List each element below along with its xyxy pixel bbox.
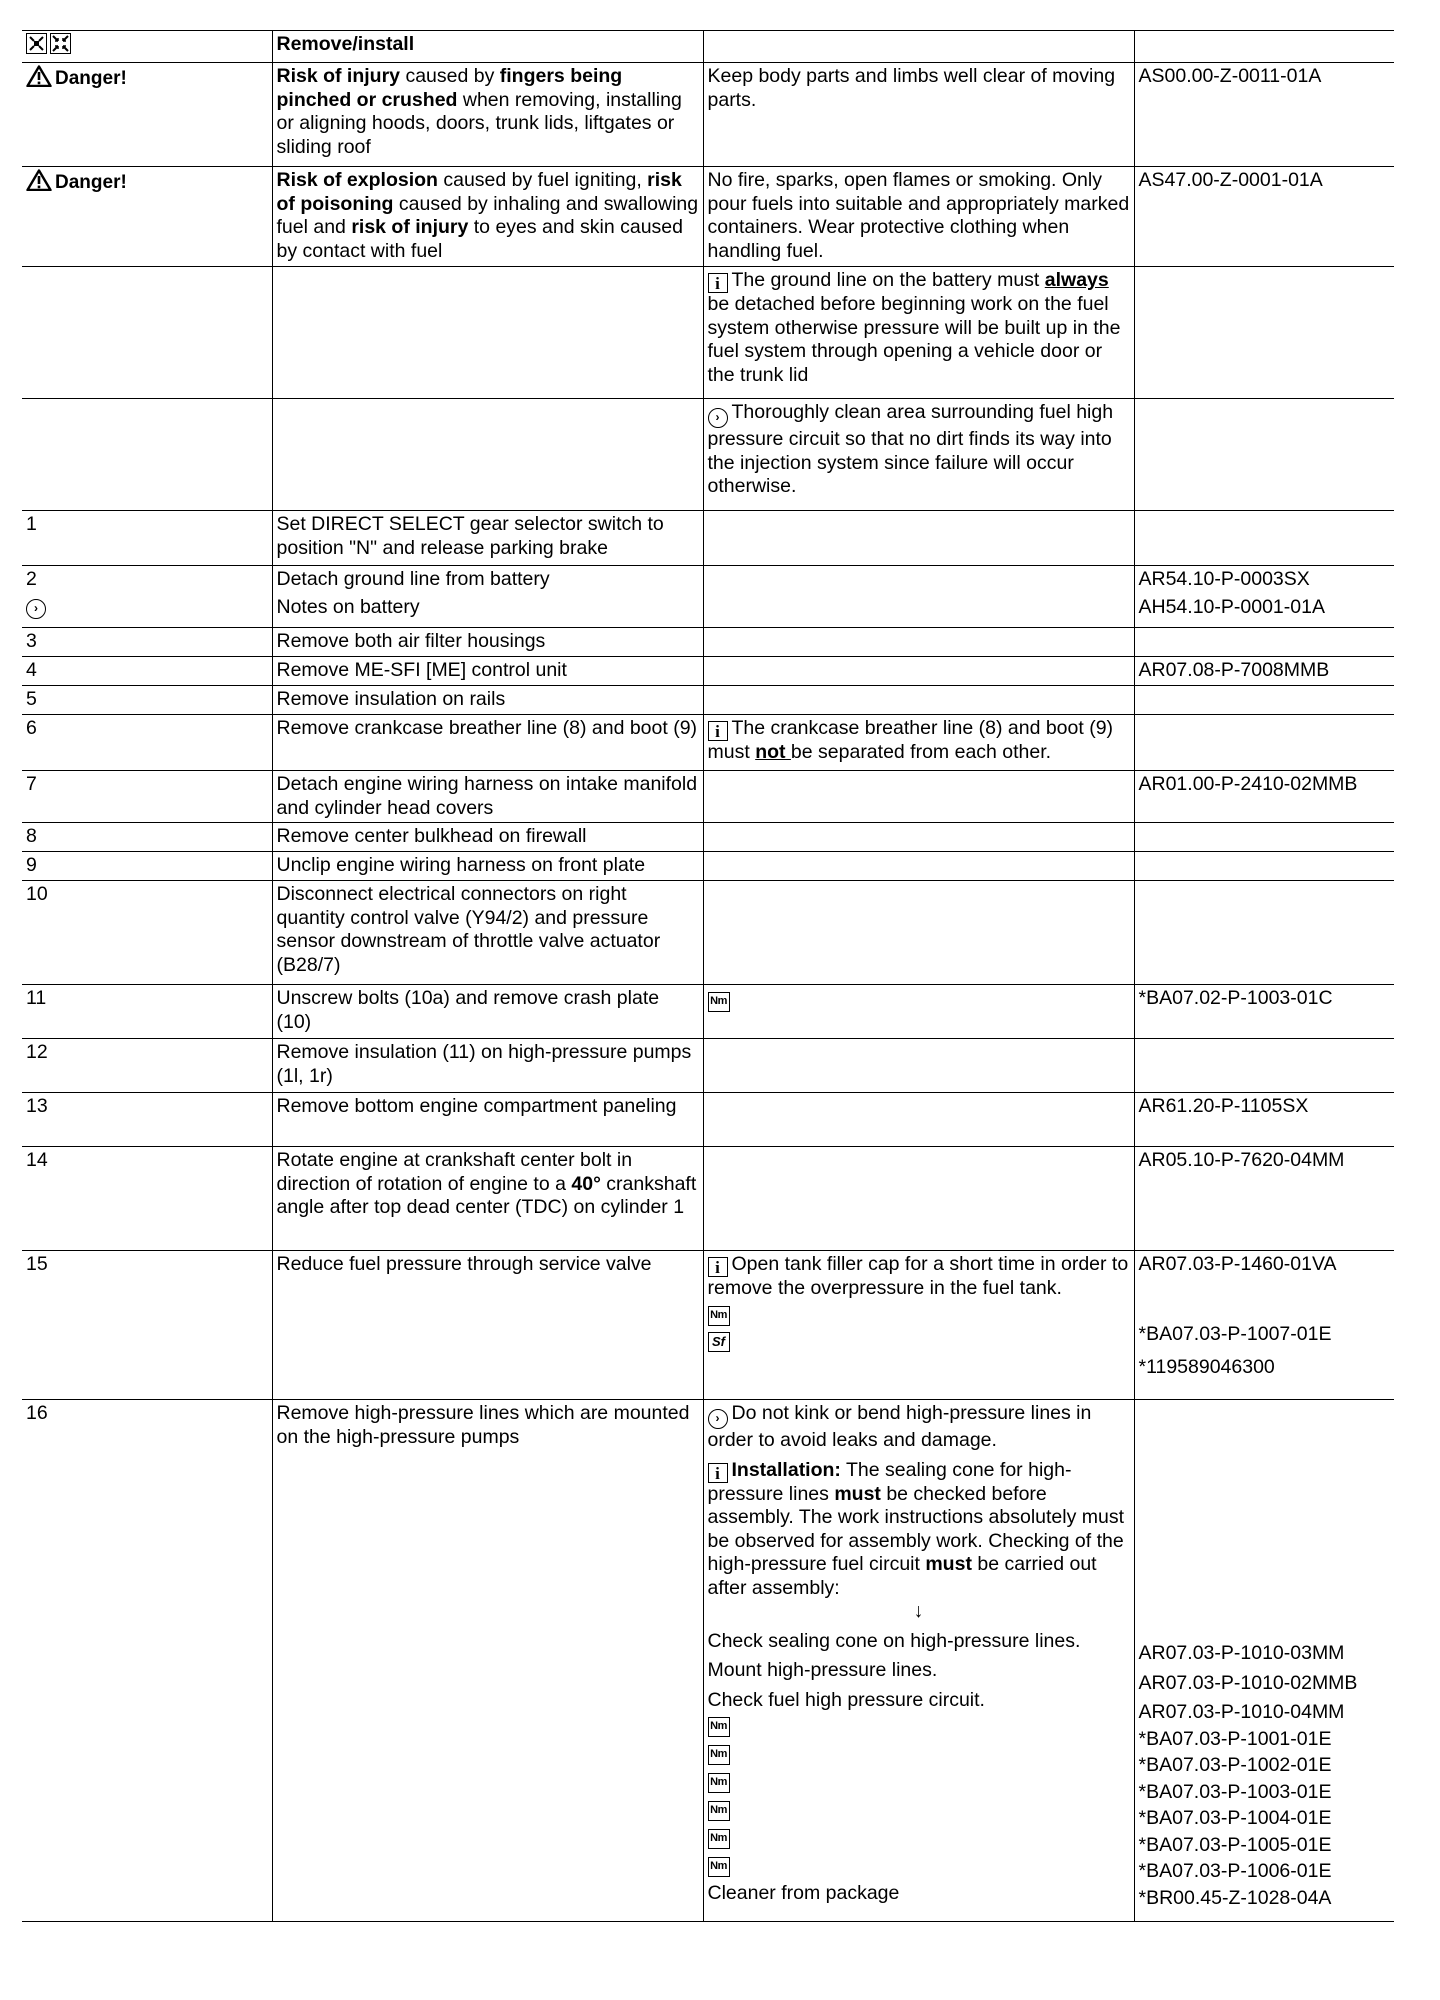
step-text: Unclip engine wiring harness on front plate <box>272 852 703 881</box>
installation-note: i Installation: The sealing cone for high-pressure lines must be checked before assembly. The work instructions absolutely must be observed for assembly work. Checking of the high-pressure fuel circuit must be carried out after assembly: <box>707 1458 1125 1599</box>
step-row <box>22 511 1394 566</box>
note-arrow-icon: › <box>708 1409 728 1429</box>
remove-icon <box>26 33 47 54</box>
torque-icon[interactable]: Nm <box>708 1801 730 1821</box>
step-note: i Open tank filler cap for a short time in order to remove the overpressure in the fuel tank. <box>707 1253 1129 1299</box>
step-text: Detach engine wiring harness on intake manifold and cylinder head covers <box>272 771 703 823</box>
step-row <box>22 1039 1394 1093</box>
danger-precaution: Keep body parts and limbs well clear of moving parts. <box>703 63 1134 167</box>
step-number: 15 <box>22 1251 272 1400</box>
step-number: 13 <box>22 1093 272 1147</box>
info-icon: i <box>708 1257 728 1277</box>
step-row <box>22 881 1394 985</box>
step-number: 12 <box>22 1039 272 1093</box>
step-number: 3 <box>22 628 272 657</box>
reference-link[interactable]: AH54.10-P-0001-01A <box>1138 595 1325 618</box>
danger-description: Risk of explosion caused by fuel igniting, risk of poisoning caused by inhaling and swallowing fuel and risk of injury to eyes and skin caused by contact with fuel <box>272 167 703 267</box>
step-row <box>22 566 1394 628</box>
step-text: Remove high-pressure lines which are mounted on the high-pressure pumps <box>272 1400 703 1922</box>
step-text: Remove ME-SFI [ME] control unit <box>272 657 703 686</box>
clean-area-note: › Thoroughly clean area surrounding fuel high pressure circuit so that no dirt finds its way into the injection system since failure will occur otherwise. <box>703 399 1134 511</box>
procedure-table <box>22 30 1394 1922</box>
step-row <box>22 715 1394 771</box>
step-number: 14 <box>22 1147 272 1251</box>
reference-link[interactable]: AR07.03-P-1010-04MM <box>1138 1701 1345 1723</box>
torque-icon[interactable]: Nm <box>708 1745 730 1765</box>
note-arrow-icon: › <box>708 408 728 428</box>
reference-link[interactable]: AR61.20-P-1105SX <box>1134 1093 1394 1147</box>
step-number: 2 <box>26 568 37 590</box>
reference-link[interactable]: *BA07.03-P-1002-01E <box>1138 1754 1332 1776</box>
reference-link[interactable]: *BA07.03-P-1007-01E <box>1138 1322 1332 1345</box>
step-row <box>22 1147 1394 1251</box>
step-number: 1 <box>22 511 272 566</box>
step-text: Unscrew bolts (10a) and remove crash plate (10) <box>272 985 703 1039</box>
arrow-down-icon: ↓ <box>913 1600 924 1622</box>
step-note: › Do not kink or bend high-pressure lines in order to avoid leaks and damage. <box>707 1402 1092 1451</box>
special-tool-icon[interactable]: Sf <box>708 1332 730 1352</box>
danger-row <box>22 63 1394 167</box>
step-number: 8 <box>22 823 272 852</box>
step-text: Remove crankcase breather line (8) and boot (9) <box>272 715 703 771</box>
reference-link[interactable]: AR07.03-P-1010-03MM <box>1138 1642 1345 1664</box>
reference-link[interactable]: *BA07.03-P-1006-01E <box>1138 1860 1332 1882</box>
step-text: Remove both air filter housings <box>272 628 703 657</box>
step-row <box>22 628 1394 657</box>
step-number: 5 <box>22 686 272 715</box>
ground-line-note: i The ground line on the battery must always be detached before beginning work on the fuel system otherwise pressure will be built up in the fuel system through opening a vehicle door or the trunk lid <box>703 267 1134 399</box>
danger-reference: AS47.00-Z-0001-01A <box>1134 167 1394 267</box>
danger-precaution: No fire, sparks, open flames or smoking. Only pour fuels into suitable and appropriately marked containers. Wear protective clothing when handling fuel. <box>703 167 1134 267</box>
step-text: Reduce fuel pressure through service valve <box>272 1251 703 1400</box>
repair-instructions-document <box>22 30 1394 1922</box>
step-text: Remove insulation (11) on high-pressure pumps (1l, 1r) <box>272 1039 703 1093</box>
step-number: 11 <box>22 985 272 1039</box>
step-row <box>22 852 1394 881</box>
check-item: Check fuel high pressure circuit. <box>707 1688 985 1711</box>
cleaner-item: Cleaner from package <box>707 1882 900 1904</box>
remove-install-icons-cell <box>22 31 272 63</box>
step-row <box>22 657 1394 686</box>
reference-link[interactable]: *119589046300 <box>1138 1356 1275 1378</box>
torque-icon[interactable]: Nm <box>708 1773 730 1793</box>
step-text: Rotate engine at crankshaft center bolt in direction of rotation of engine to a 40° crankshaft angle after top dead center (TDC) on cylinder 1 <box>272 1147 703 1251</box>
step-note: i The crankcase breather line (8) and boot (9) must not be separated from each other. <box>703 715 1134 771</box>
danger-label: Danger! <box>55 172 127 193</box>
install-icon <box>50 33 71 54</box>
section-title: Remove/install <box>272 31 703 63</box>
torque-icon[interactable]: Nm <box>708 1717 730 1737</box>
step-row <box>22 985 1394 1039</box>
reference-link[interactable]: *BA07.03-P-1005-01E <box>1138 1833 1332 1856</box>
torque-icon[interactable]: Nm <box>708 1306 730 1326</box>
reference-link[interactable]: *BR00.45-Z-1028-04A <box>1138 1886 1332 1909</box>
check-item: Check sealing cone on high-pressure lines. <box>707 1629 1081 1652</box>
torque-icon[interactable]: Nm <box>708 1857 730 1877</box>
reference-link[interactable]: AR07.03-P-1010-02MMB <box>1138 1671 1358 1694</box>
warning-triangle-icon <box>26 169 52 191</box>
danger-row <box>22 167 1394 267</box>
step-number: 7 <box>22 771 272 823</box>
step-text: Disconnect electrical connectors on right quantity control valve (Y94/2) and pressure sensor downstream of throttle valve actuator (B28/7) <box>272 881 703 985</box>
step-row <box>22 686 1394 715</box>
step-text: Remove center bulkhead on firewall <box>272 823 703 852</box>
step-number: 16 <box>22 1400 272 1922</box>
step-text: Remove bottom engine compartment paneling <box>272 1093 703 1147</box>
info-icon: i <box>708 1463 728 1483</box>
check-item: Mount high-pressure lines. <box>707 1659 938 1681</box>
step-row <box>22 1400 1394 1922</box>
note-arrow-icon: › <box>26 599 46 619</box>
warning-triangle-icon <box>26 65 52 87</box>
reference-link[interactable]: AR05.10-P-7620-04MM <box>1134 1147 1394 1251</box>
step-text: Set DIRECT SELECT gear selector switch to position "N" and release parking brake <box>272 511 703 566</box>
step-text: Remove insulation on rails <box>272 686 703 715</box>
step-row <box>22 1251 1394 1400</box>
info-icon: i <box>708 721 728 741</box>
reference-link[interactable]: *BA07.03-P-1001-01E <box>1138 1727 1332 1750</box>
step-number: 9 <box>22 852 272 881</box>
reference-link[interactable]: *BA07.02-P-1003-01C <box>1134 985 1394 1039</box>
danger-reference: AS00.00-Z-0011-01A <box>1134 63 1394 167</box>
danger-description: Risk of injury caused by fingers being pinched or crushed when removing, installing or aligning hoods, doors, trunk lids, liftgates or sliding roof <box>272 63 703 167</box>
step-number: 10 <box>22 881 272 985</box>
step-number: 6 <box>22 715 272 771</box>
step-subtext: Notes on battery <box>276 595 420 618</box>
header-row <box>22 31 1394 63</box>
reference-link[interactable]: AR01.00-P-2410-02MMB <box>1134 771 1394 823</box>
danger-label: Danger! <box>55 68 127 89</box>
note-row <box>22 399 1394 511</box>
reference-link[interactable]: *BA07.03-P-1003-01E <box>1138 1780 1332 1803</box>
step-row <box>22 823 1394 852</box>
reference-link[interactable]: AR07.03-P-1460-01VA <box>1138 1253 1337 1275</box>
reference-link[interactable]: *BA07.03-P-1004-01E <box>1138 1807 1332 1829</box>
note-row <box>22 267 1394 399</box>
torque-icon[interactable]: Nm <box>708 1829 730 1849</box>
step-row <box>22 771 1394 823</box>
reference-link[interactable]: AR07.08-P-7008MMB <box>1134 657 1394 686</box>
torque-icon[interactable]: Nm <box>708 992 730 1012</box>
reference-link[interactable]: AR54.10-P-0003SX <box>1138 568 1310 590</box>
info-icon: i <box>708 273 728 293</box>
step-number: 4 <box>22 657 272 686</box>
step-text: Detach ground line from battery <box>276 568 550 590</box>
step-row <box>22 1093 1394 1147</box>
